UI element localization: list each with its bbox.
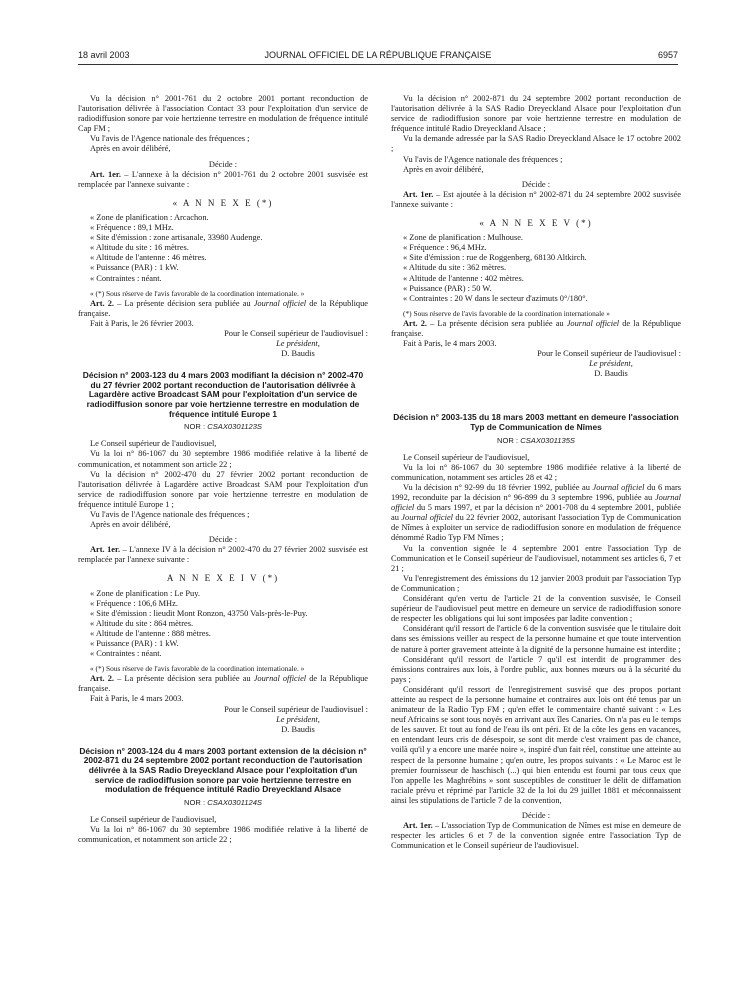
annex-item: « Altitude du site : 864 mètres.: [90, 618, 194, 628]
paragraph: Vu l'avis de l'Agence nationale des fréquences ;: [90, 509, 250, 519]
article-2: [391, 319, 681, 339]
signature-title-text: Le président,: [589, 359, 633, 369]
article-label: Art. 1er.: [90, 169, 121, 179]
date-line: Fait à Paris, le 26 février 2003.: [90, 318, 194, 328]
nor-code: CSAX0301124S: [207, 797, 262, 807]
signature-line: Pour le Conseil supérieur de l'audiovisuel :: [224, 328, 368, 338]
annex-note: « (*) Sous réserve de l'avis favorable de la coordination internationale. »: [90, 664, 305, 674]
journal-reference: Journal officiel: [391, 493, 681, 513]
page-number: 6957: [657, 50, 678, 60]
annex-item: « Site d'émission : lieudit Mont Ronzon, 43750 Vals-près-le-Puy.: [90, 608, 308, 618]
paragraph: Après en avoir délibéré,: [90, 144, 171, 154]
annex-item: « Fréquence : 106,6 MHz.: [90, 598, 178, 608]
paragraph: Après en avoir délibéré,: [403, 164, 484, 174]
header-rule: [78, 64, 678, 65]
paragraph: Vu la loi n° 86-1067 du 30 septembre 1986 modifiée relative à la liberté de communication, et notamment son article 22 ;: [78, 825, 368, 845]
annex-item: « Contraintes : néant.: [90, 273, 162, 283]
decision-title: Décision n° 2003-135 du 18 mars 2003 mettant en demeure l'association Typ de Communication de Nîmes: [393, 412, 679, 433]
paragraph: Vu la convention signée le 4 septembre 2001 entre l'association Typ de Communication et le Conseil supérieur de l'audiovisuel, notamment ses articles 6, 7 et 21 ;: [391, 543, 681, 573]
signature-name: D. Baudis: [281, 724, 315, 734]
header-date: 18 avril 2003: [78, 50, 130, 60]
paragraph: Vu la décision n° 2002-470 du 27 février 2002 portant reconduction de l'autorisation délivrée à Lagardère active Broadcast SAM pour l'exploitation d'un service de radiodiffusion sonore par voie hertzienne terrestre en modulation de fréquence intitulé Europe 1 ;: [78, 469, 368, 509]
decide-heading: Décide :: [208, 159, 238, 169]
article-1: [78, 170, 368, 190]
decide-heading: Décide :: [208, 535, 238, 545]
paragraph: Vu la décision n° 2001-761 du 2 octobre 2001 portant reconduction de l'autorisation délivrée à l'association Contact 33 pour l'exploitation d'un service de radiodiffusion sonore par voie hertzienne terrestre en modulation de fréquence intitulé Cap FM ;: [78, 94, 368, 134]
right-column: [391, 94, 681, 851]
decision-title: Décision n° 2003-123 du 4 mars 2003 modifiant la décision n° 2002-470 du 27 février 2002 portant reconduction de l'autorisation délivrée à Lagardère active Broadcast SAM pour l'exploitation d'un service de radiodiffusion sonore par voie hertzienne terrestre en modulation de fréquence intitulé Europe 1: [82, 370, 364, 419]
journal-reference: Journal officiel: [253, 674, 307, 684]
annex-item: « Zone de planification : Arcachon.: [90, 212, 209, 222]
annex-item: « Altitude du site : 16 mètres.: [90, 243, 189, 253]
decision-title: Décision n° 2003-124 du 4 mars 2003 portant extension de la décision n° 2002-871 du 24 septembre 2002 portant reconduction de l'autorisation délivrée à la SAS Radio Dreyeckland Alsace pour l'exploitation d'un service de radiodiffusion sonore par voie hertzienne terrestre en modulation de fréquence intitulé Radio Dreyeckland Alsace: [79, 745, 367, 795]
nor-code: CSAX0301135S: [520, 435, 575, 445]
article-text: – La présente décision sera publiée au: [114, 674, 254, 684]
article-1: [391, 821, 681, 851]
article-2: [78, 674, 368, 694]
annex-title: A N N E X E I V (*): [166, 573, 280, 584]
signature-title-text: Le président,: [276, 714, 320, 724]
nor-label: NOR :: [497, 435, 521, 445]
nor-code: CSAX0301123S: [207, 422, 262, 432]
signature-title-text: Le président,: [276, 339, 320, 349]
signature-line: Pour le Conseil supérieur de l'audiovisuel :: [224, 704, 368, 714]
article-text: – L'association Typ de Communication de Nîmes est mise en demeure de respecter les articles 6 et 7 de la convention signée entre l'association Typ de Communication et le Conseil supérieur de l'audiovisuel.: [391, 821, 681, 851]
paragraph: Considérant qu'il ressort de l'enregistrement susvisé que des propos portant atteinte au respect de la personne humaine et contraires aux lois ont été tenus par un animateur de la Radio Typ FM ; qu'en effet le commentaire chanté suivant : « Les neuf Africains se sont tous noyés en arrivant aux îles Canaries. On n'a pas eu le temps de les sauver. Et tout au fond de l'eau ils ont péri. Et de la côte les gens en vacances, en entendant leurs cris de désespoir, se sont dit merde c'est vraiment pas de chance, voilà qu'il y a encore une marée noire », inspiré d'un fait réel, constitue une atteinte au respect de la personne humaine ; qu'en outre, les propos suivants : « Le Maroc est le premier fournisseur de haschisch (...) qui bien entendu est fourni par tous ceux que l'on appelle les Maghrébins » sont susceptibles de constituer le délit de diffamation raciale prévu et réprimé par l'article 32 de la loi du 29 juillet 1881 et méconnaissent ainsi les stipulations de l'article 7 de la convention,: [391, 684, 681, 805]
article-2: [78, 299, 368, 319]
paragraph: Vu la loi n° 86-1067 du 30 septembre 1986 modifiée relative à la liberté de communication, et notamment son article 22 ;: [78, 449, 368, 469]
annex-item: « Puissance (PAR) : 1 kW.: [90, 263, 179, 273]
article-text: – Est ajoutée à la décision n° 2002-871 du 24 septembre 2002 susvisée l'annexe suivante :: [391, 189, 681, 209]
article-label: Art. 2.: [403, 318, 428, 328]
annex-title: « A N N E X E V (*): [479, 218, 593, 229]
annex-item: « Site d'émission : rue de Roggenberg, 68130 Altkirch.: [403, 253, 587, 263]
nor-reference: [78, 422, 368, 432]
annex-title: « A N N E X E (*): [172, 197, 274, 208]
annex-item: « Contraintes : 20 W dans le secteur d'azimuts 0°/180°.: [403, 293, 588, 303]
date-line: Fait à Paris, le 4 mars 2003.: [403, 339, 497, 349]
journal-reference: Journal officiel: [592, 483, 645, 492]
annex-item: « Fréquence : 96,4 MHz.: [403, 243, 487, 253]
article-text: – L'annexe IV à la décision n° 2002-470 du 27 février 2002 susvisée est remplacée par l'annexe suivante :: [78, 545, 369, 565]
article-label: Art. 1er.: [403, 189, 434, 199]
annex-item: « Zone de planification : Le Puy.: [90, 588, 200, 598]
annex-item: « Puissance (PAR) : 1 kW.: [90, 639, 179, 648]
paragraph: Considérant qu'en vertu de l'article 21 de la convention susvisée, le Conseil supérieur de l'audiovisuel peut mettre en demeure un service de radiodiffusion sonore de respecter les obligations qui lui sont imposées par ladite convention ;: [391, 594, 681, 624]
paragraph: Après en avoir délibéré,: [90, 520, 171, 530]
paragraph: Vu l'enregistrement des émissions du 12 janvier 2003 produit par l'association Typ de Communication ;: [391, 573, 681, 593]
paragraph: Considérant qu'il ressort de l'article 7 qu'il est interdit de programmer des émissions contraires aux lois, à l'ordre public, aux bonnes mœurs ou à la sécurité du pays ;: [391, 654, 681, 684]
signature-name: D. Baudis: [594, 369, 628, 379]
decide-heading: Décide :: [521, 811, 551, 820]
article-text: – La présente décision sera publiée au: [114, 298, 254, 308]
article-label: Art. 2.: [90, 298, 115, 308]
signature-name: D. Baudis: [281, 349, 315, 359]
paragraph: Vu la décision n° 2002-871 du 24 septembre 2002 portant reconduction de l'autorisation délivrée à la SAS Radio Dreyeckland Alsace pour l'exploitation d'un service de radiodiffusion sonore par voie hertzienne terrestre en modulation de fréquence intitulé Radio Dreyeckland Alsace ;: [391, 94, 681, 134]
annex-item: « Fréquence : 89,1 MHz.: [90, 223, 174, 233]
annex-item: « Altitude du site : 362 mètres.: [403, 263, 507, 273]
paragraph: Vu la demande adressée par la SAS Radio Dreyeckland Alsace le 17 octobre 2002 ;: [391, 134, 681, 154]
annex-item: « Site d'émission : zone artisanale, 33980 Audenge.: [90, 233, 263, 243]
paragraph: Le Conseil supérieur de l'audiovisuel,: [90, 814, 217, 824]
article-text: de la République française.: [78, 674, 369, 694]
journal-reference: Journal officiel: [253, 298, 307, 308]
article-text: de la République française.: [78, 298, 369, 318]
annex-item: « Zone de planification : Mulhouse.: [403, 233, 524, 243]
signature-line: Pour le Conseil supérieur de l'audiovisuel :: [537, 349, 681, 359]
nor-label: NOR :: [184, 797, 208, 807]
journal-reference: Journal officiel: [566, 318, 620, 328]
article-label: Art. 1er.: [403, 821, 433, 831]
left-column: [78, 94, 368, 845]
journal-title: JOURNAL OFFICIEL DE LA RÉPUBLIQUE FRANÇAISE: [264, 50, 492, 60]
text: Vu la décision n° 92-99 du 18 février 1992, publiée au: [403, 483, 593, 492]
journal-reference: Journal officiel: [401, 513, 453, 523]
text: du 6 mars 1992, reconduite par la décision n° 96-899 du 3 septembre 1996, publiée au: [391, 483, 682, 503]
nor-reference: [78, 798, 368, 808]
annex-item: « Puissance (PAR) : 50 W.: [403, 283, 492, 293]
paragraph: Vu la loi n° 86-1067 du 30 septembre 1986 modifiée relative à la liberté de communication, notamment ses articles 28 et 42 ;: [391, 462, 681, 482]
date-line: Fait à Paris, le 4 mars 2003.: [90, 694, 184, 704]
article-text: – L'annexe à la décision n° 2001-761 du 2 octobre 2001 susvisée est remplacée par l'annexe suivante :: [78, 169, 369, 189]
paragraph: Considérant qu'il ressort de l'article 6 de la convention susvisée que le titulaire doit dans ses émissions veiller au respect de la personne humaine et que toute intervention de nature à porter gravement atteinte à la dignité de la personne humaine est interdite ;: [391, 624, 681, 654]
article-text: de la République française.: [391, 318, 682, 338]
signature-title: [78, 715, 368, 725]
article-1: [391, 190, 681, 210]
signature-title: [391, 359, 681, 369]
paragraph: Vu l'avis de l'Agence nationale des fréquences ;: [90, 134, 250, 144]
signature-title: [78, 339, 368, 349]
paragraph: [391, 483, 681, 544]
article-text: – La présente décision sera publiée au: [427, 318, 567, 328]
paragraph: Le Conseil supérieur de l'audiovisuel,: [403, 452, 530, 462]
text: du 5 mars 1997, et par la décision n° 2001-708 du 4 septembre 2001, publiée au: [391, 503, 681, 523]
text: du 22 février 2002, autorisant l'association Typ de Communication de Nîmes à exploiter un service de radiodiffusion sonore en modulation de fréquence dénommé Radio Typ FM Nîmes ;: [391, 513, 682, 543]
article-label: Art. 1er.: [90, 545, 121, 555]
annex-item: « Altitude de l'antenne : 888 mètres.: [90, 628, 211, 638]
article-label: Art. 2.: [90, 674, 115, 684]
annex-item: « Contraintes : néant.: [90, 649, 162, 659]
annex-item: « Altitude de l'antenne : 402 mètres.: [403, 273, 524, 283]
decide-heading: Décide :: [521, 179, 551, 189]
nor-reference: [391, 436, 681, 446]
page-header: [78, 50, 678, 64]
annex-note: « (*) Sous réserve de l'avis favorable de la coordination internationale. »: [90, 288, 305, 298]
paragraph: Le Conseil supérieur de l'audiovisuel,: [90, 439, 217, 449]
paragraph: Vu l'avis de l'Agence nationale des fréquences ;: [403, 154, 563, 164]
article-1: [78, 545, 368, 565]
annex-item: « Altitude de l'antenne : 46 mètres.: [90, 253, 207, 263]
annex-note: (*) Sous réserve de l'avis favorable de la coordination internationale »: [403, 308, 610, 318]
nor-label: NOR :: [184, 422, 208, 432]
